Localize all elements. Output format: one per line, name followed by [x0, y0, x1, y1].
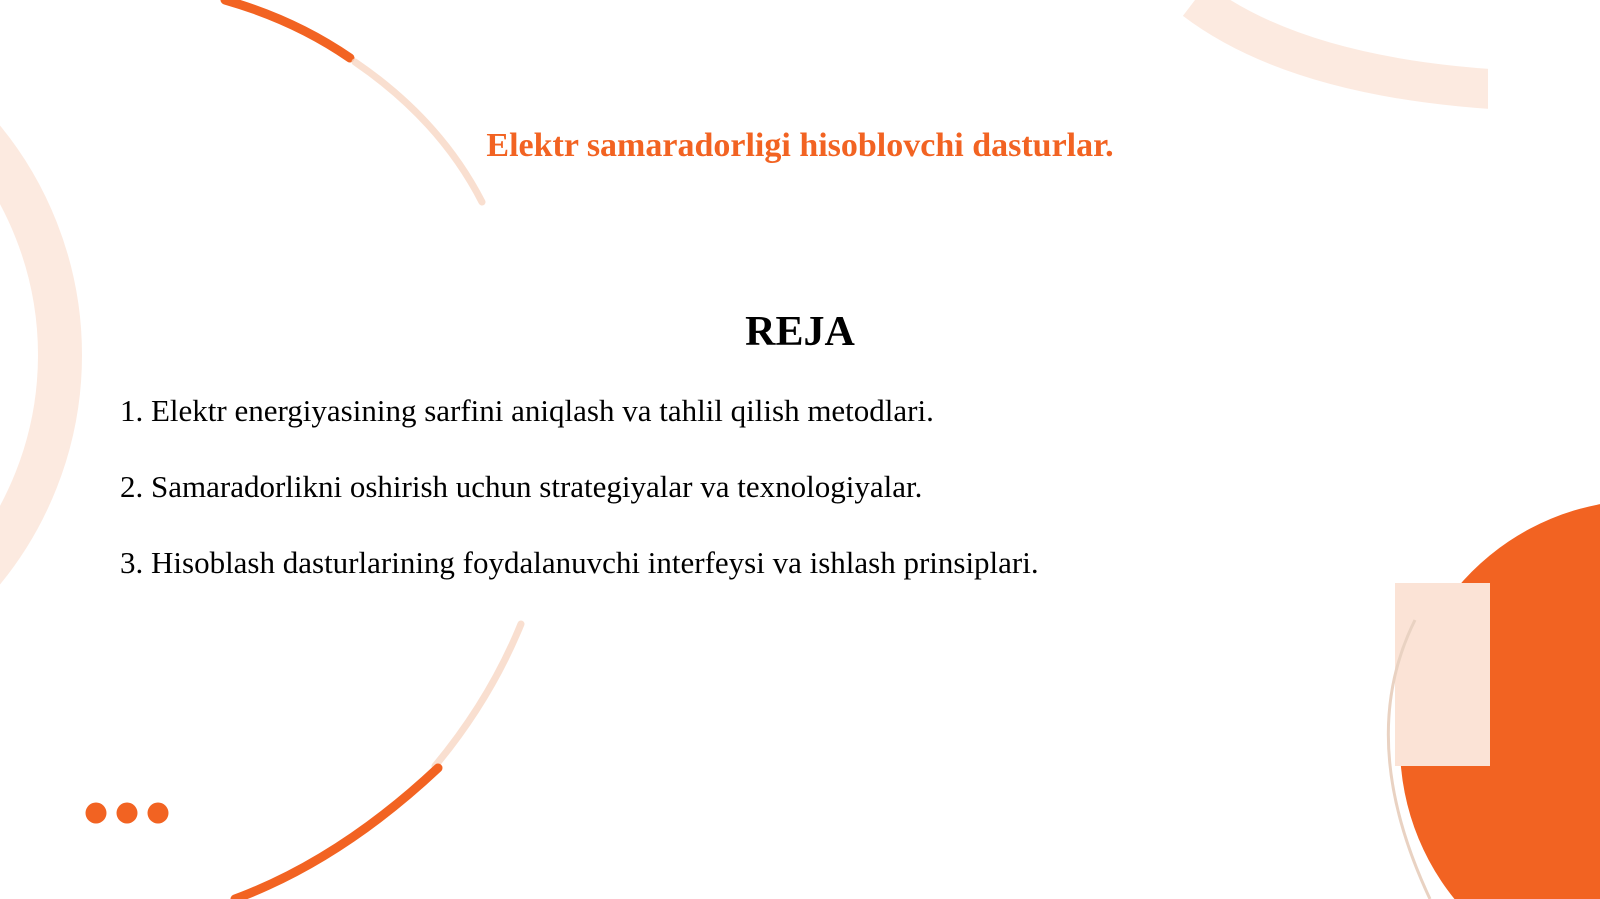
plan-heading: REJA [745, 309, 855, 355]
plan-list [120, 391, 1370, 619]
top-right-white-block [1488, 60, 1600, 118]
three-dots-icon [86, 803, 169, 824]
top-left-orange-arc [225, 0, 350, 58]
slide-title: Elektr samaradorligi hisoblovchi dasturlar. [486, 127, 1114, 164]
plan-item-3: 3. Hisoblash dasturlarining foydalanuvchi interfeysi va ishlash prinsiplari. [120, 545, 1039, 580]
dot-2 [117, 803, 138, 824]
plan-item-2: 2. Samaradorlikni oshirish uchun strategiyalar va texnologiyalar. [120, 469, 923, 504]
plan-item-1: 1. Elektr energiyasining sarfini aniqlash va tahlil qilish metodlari. [120, 393, 934, 428]
bottom-right-light-block [1395, 583, 1490, 766]
dot-3 [148, 803, 169, 824]
bottom-left-orange-arc [235, 768, 438, 899]
middle-left-light-arc [435, 624, 521, 766]
dot-1 [86, 803, 107, 824]
